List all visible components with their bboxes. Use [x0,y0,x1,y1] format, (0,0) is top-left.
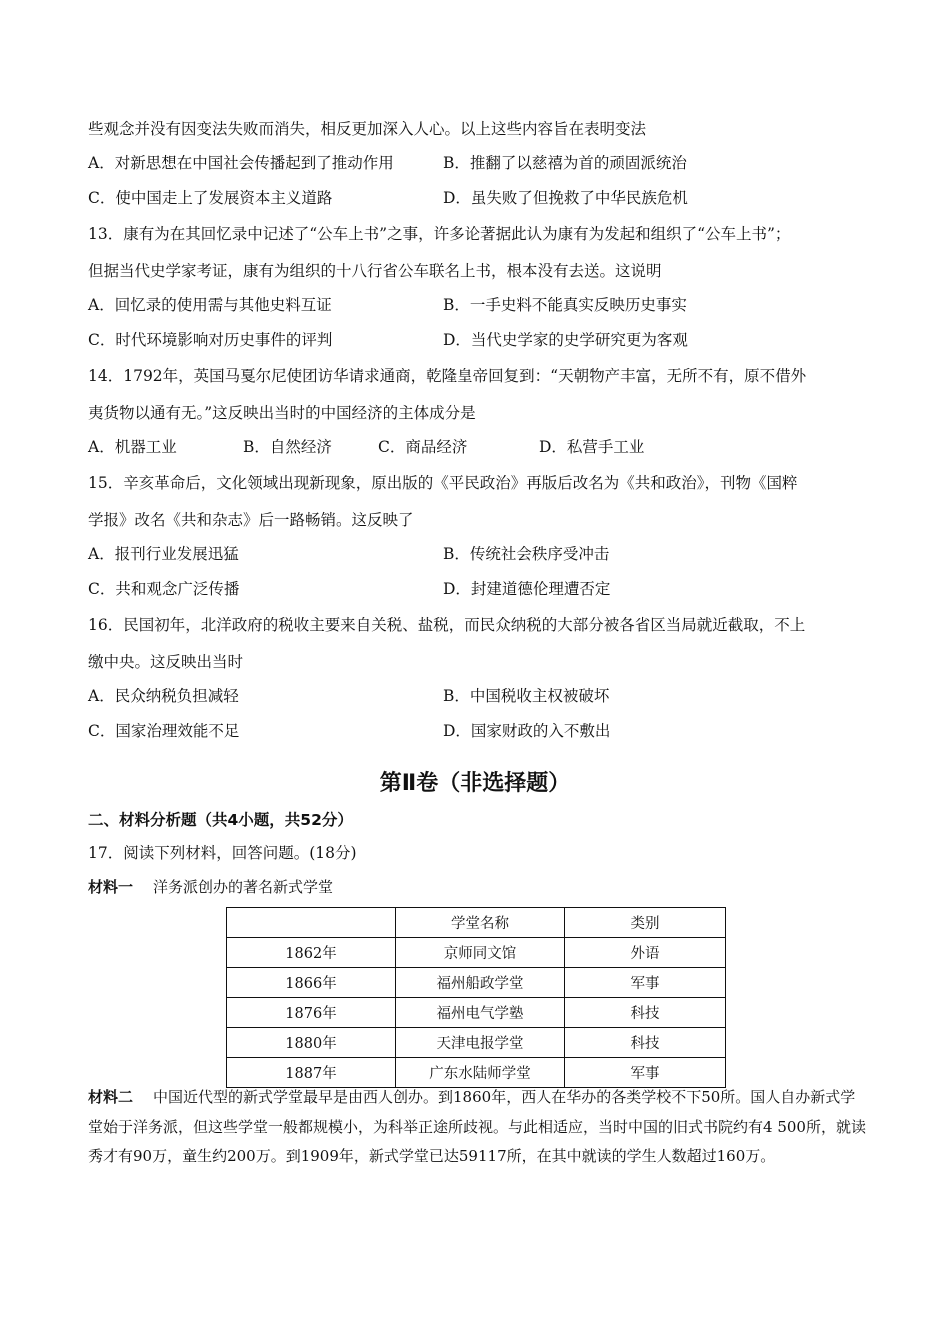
q13-stem-line2: 但据当代史学家考证，康有为组织的十八行省公车联名上书，根本没有去送。这说明 [88,262,662,280]
material1-caption [88,877,333,897]
q15-stem-line2: 学报》改名《共和杂志》后一路畅销。这反映了 [88,511,414,529]
table-cell-type: 军事 [565,968,726,998]
q12-option-b[interactable]: B．推翻了以慈禧为首的顽固派统治 [443,154,687,172]
material2-paragraph [88,1083,868,1172]
material1-label: 材料一 [88,878,134,896]
q17-stem: 17．阅读下列材料，回答问题。(18分) [88,844,357,862]
q15-option-d[interactable]: D．封建道德伦理遭否定 [443,580,611,598]
table-header-cell: 类别 [565,908,726,938]
schools-table [226,907,726,1088]
intro-line: 些观念并没有因变法失败而消失，相反更加深入人心。以上这些内容旨在表明变法 [88,120,647,138]
table-row [227,938,726,968]
material1-title: 洋务派创办的著名新式学堂 [153,878,334,896]
q16-option-d[interactable]: D．国家财政的入不敷出 [443,722,611,740]
part2-title: 第Ⅱ卷（非选择题） [379,771,571,796]
table-header-cell: 学堂名称 [396,908,565,938]
table-cell-name: 京师同文馆 [396,938,565,968]
table-header-row [227,908,726,938]
q16-stem-line1: 16．民国初年，北洋政府的税收主要来自关税、盐税，而民众纳税的大部分被各省区当局就近截取，不上 [88,616,806,634]
q12-option-a[interactable]: A．对新思想在中国社会传播起到了推动作用 [88,154,394,172]
q12-option-d[interactable]: D．虽失败了但挽救了中华民族危机 [443,189,688,207]
q14-option-d[interactable]: D．私营手工业 [539,438,645,456]
table-cell-type: 科技 [565,998,726,1028]
q13-option-a[interactable]: A．回忆录的使用需与其他史料互证 [88,296,332,314]
table-row [227,1028,726,1058]
material2-text: 中国近代型的新式学堂最早是由西人创办。到1860年，西人在华办的各类学校不下50所。国人自办新式学堂始于洋务派，但这些学堂一般都规模小，为科举正途所歧视。与此相适应，当时中国的旧式书院约有4 500所，就读秀才有90万，童生约200万。到1909年，新式学堂已达59117所，在其中就读的学生人数超过160万。 [88,1088,866,1165]
q12-option-c[interactable]: C．使中国走上了发展资本主义道路 [88,189,333,207]
table-cell-name: 福州电气学塾 [396,998,565,1028]
table-cell-name: 福州船政学堂 [396,968,565,998]
q16-option-b[interactable]: B．中国税收主权被破坏 [443,687,610,705]
q13-option-c[interactable]: C．时代环境影响对历史事件的评判 [88,331,333,349]
q14-stem-line1: 14．1792年，英国马戛尔尼使团访华请求通商，乾隆皇帝回复到：“天朝物产丰富，无所不有，原不借外 [88,367,807,385]
q15-option-b[interactable]: B．传统社会秩序受冲击 [443,545,610,563]
table-cell-year: 1880年 [227,1028,396,1058]
q14-option-b[interactable]: B．自然经济 [243,438,332,456]
q15-option-c[interactable]: C．共和观念广泛传播 [88,580,240,598]
table-row [227,968,726,998]
table-header-cell [227,908,396,938]
table-row [227,998,726,1028]
q16-stem-line2: 缴中央。这反映出当时 [88,653,244,671]
q16-option-a[interactable]: A．民众纳税负担减轻 [88,687,239,705]
q14-stem-line2: 夷货物以通有无。”这反映出当时的中国经济的主体成分是 [88,404,476,422]
table-cell-type: 科技 [565,1028,726,1058]
q14-option-c[interactable]: C．商品经济 [378,438,468,456]
section-title: 二、材料分析题（共4小题，共52分） [88,811,353,829]
q15-stem-line1: 15．辛亥革命后，文化领域出现新现象，原出版的《平民政治》再版后改名为《共和政治》，刊物《国粹 [88,474,798,492]
q13-option-b[interactable]: B．一手史料不能真实反映历史事实 [443,296,687,314]
material2-label: 材料二 [88,1088,134,1106]
table-cell-name: 天津电报学堂 [396,1028,565,1058]
table-cell-year: 1887年 [227,1058,396,1088]
q14-option-a[interactable]: A．机器工业 [88,438,177,456]
table-cell-type: 军事 [565,1058,726,1088]
q16-option-c[interactable]: C．国家治理效能不足 [88,722,240,740]
q15-option-a[interactable]: A．报刊行业发展迅猛 [88,545,239,563]
table-cell-type: 外语 [565,938,726,968]
table-cell-year: 1866年 [227,968,396,998]
table-cell-year: 1876年 [227,998,396,1028]
table-cell-name: 广东水陆师学堂 [396,1058,565,1088]
q13-option-d[interactable]: D．当代史学家的史学研究更为客观 [443,331,688,349]
q13-stem-line1: 13．康有为在其回忆录中记述了“公车上书”之事，许多论著据此认为康有为发起和组织了“公车上书”； [88,225,791,243]
table-cell-year: 1862年 [227,938,396,968]
